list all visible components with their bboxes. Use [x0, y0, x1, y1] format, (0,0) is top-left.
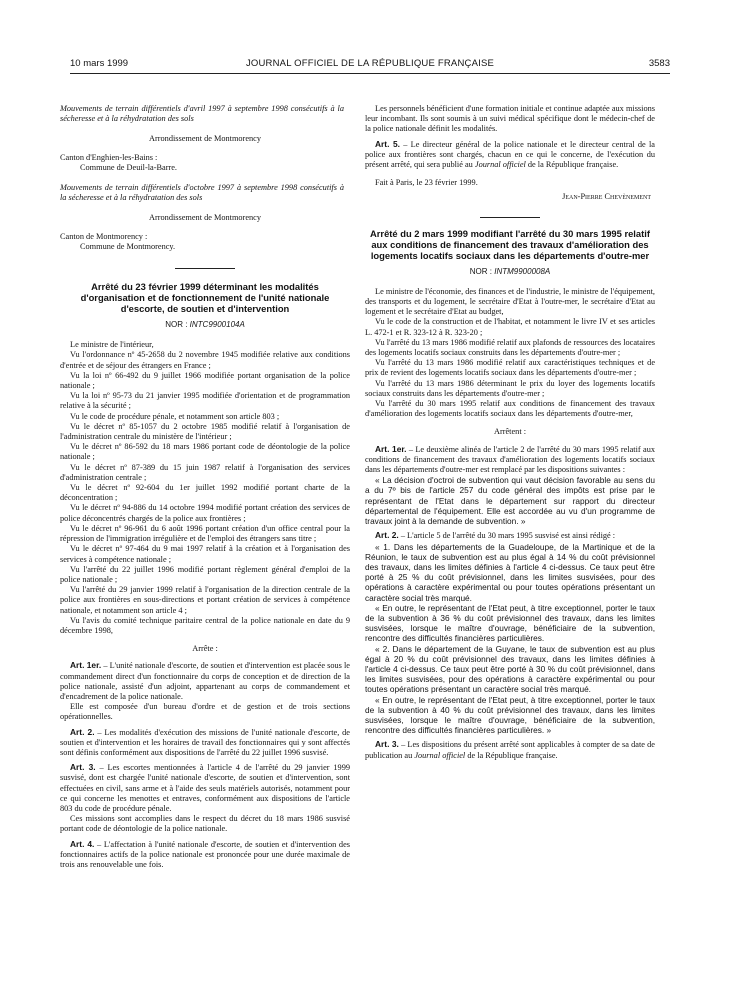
quoted-paragraph: « 1. Dans les départements de la Guadeloupe, de la Martinique et de la Réunion, le taux de subvention est au plus égal à 14 % du coût prévisionnel des travaux, dans les limites définies à l'article 4 ci-dessus. Ce taux peut être porté à 25 % du coût prévisionnel, dans les limites susvisées, pour des opérations à caractère expérimental ou pour toutes opérations présentant un caractère social très marqué.	[365, 541, 655, 603]
article-2	[60, 727, 350, 759]
article-1	[60, 660, 350, 702]
visa-paragraph: Vu le décret nº 97-464 du 9 mai 1997 relatif à la création et à l'organisation des services à compétence nationale ;	[60, 544, 350, 564]
nor-code: INTM9900008A	[494, 266, 551, 276]
article-text: – L'article 5 de l'arrêté du 30 mars 1995 susvisé est ainsi rédigé :	[398, 531, 616, 541]
canton-1: Canton d'Enghien-les-Bains :	[60, 152, 158, 162]
visa-paragraph: Vu le décret nº 92-604 du 1er juillet 1992 modifié portant charte de la déconcentration ;	[60, 483, 350, 503]
visa-paragraph: Vu le décret nº 94-886 du 14 octobre 1994 modifié portant création des services de police déconcentrés chargés de la police aux frontières ;	[60, 503, 350, 523]
ministers-intro: Le ministre de l'économie, des finances et de l'industrie, le ministre de l'équipement, des transports et du logement, le secrétaire d'Etat à l'outre-mer, le secrétaire d'Etat au logement et le secrétaire d'Etat au budget,	[365, 286, 655, 317]
page-header	[70, 58, 670, 72]
article-label: Art. 2.	[375, 530, 399, 541]
visa-paragraph: Vu le décret nº 86-592 du 18 mars 1986 portant code de déontologie de la police nationale ;	[60, 442, 350, 462]
decree-title: Arrêté du 2 mars 1999 modifiant l'arrêté du 30 mars 1995 relatif aux conditions de financement des travaux d'amélioration des logements locatifs sociaux dans les départements d'outre-mer	[370, 227, 650, 261]
nor-reference	[60, 320, 350, 330]
article-text: – Le directeur général de la police nationale et le directeur central de la police aux frontières sont chargés, chacun en ce qui le concerne, de l'exécution du présent arrêté, qui sera publié au	[365, 139, 655, 170]
visa-paragraph: Vu l'avis du comité technique paritaire central de la police nationale en date du 9 décembre 1998,	[60, 615, 350, 635]
visa-paragraph: Vu la loi nº 66-492 du 9 juillet 1966 modifiée portant organisation de la police nationale ;	[60, 370, 350, 391]
nor-label: NOR :	[469, 266, 492, 276]
visa-paragraph: Vu l'arrêté du 30 mars 1995 relatif aux conditions de financement des travaux d'amélioration des logements locatifs sociaux dans les départements d'outre-mer,	[365, 399, 655, 419]
article-label: Art. 2.	[70, 726, 95, 737]
article-text: – L'affectation à l'unité nationale d'escorte, de soutien et d'intervention des fonctionnaires actifs de la police nationale est prononcée pour une durée maximale de trois ans renouvelable une fois.	[60, 839, 350, 869]
article-text: – Les dispositions du présent arrêté sont applicables à compter de sa date de publication au	[365, 740, 655, 760]
commune-2: Commune de Montmorency.	[80, 241, 176, 251]
visa-paragraph: Vu l'arrêté du 22 juillet 1996 modifié portant règlement général d'emploi de la police nationale ;	[60, 564, 350, 584]
article-5	[365, 139, 655, 171]
article-2	[365, 530, 655, 541]
separator	[480, 217, 540, 218]
journal-title: JOURNAL OFFICIEL DE LA RÉPUBLIQUE FRANÇAISE	[245, 58, 495, 69]
quoted-paragraph: « La décision d'octroi de subvention qui vaut décision favorable au sens du a du 7º bis de l'article 257 du code général des impôts est prise par le représentant de l'Etat dans le département sur rapport du directeur départemental de l'équipement. Elle est accordée au vu d'un programme de travaux joint à la demande de subvention. »	[365, 475, 655, 527]
movement-heading-1: Mouvements de terrain différentiels d'avril 1997 à septembre 1998 consécutifs à la sécheresse et à la réhydratation des sols	[60, 104, 344, 124]
movement-heading-2: Mouvements de terrain différentiels d'octobre 1997 à septembre 1998 consécutifs à la sécheresse et à la réhydratation des sols	[60, 183, 344, 203]
article-label: Art. 1er.	[70, 660, 102, 671]
article-3	[365, 739, 655, 760]
page-number: 3583	[648, 58, 670, 69]
separator	[175, 268, 235, 269]
visa-paragraph: Vu le décret nº 96-961 du 6 août 1996 portant création d'un office central pour la répression de l'immigration irrégulière et de l'emploi des étrangers sans titre ;	[60, 523, 350, 544]
header-rule	[70, 73, 670, 74]
nor-reference	[365, 267, 655, 277]
issue-date: 10 mars 1999	[70, 58, 129, 69]
visa-paragraph: Vu le code de la construction et de l'habitat, et notamment le livre IV et ses articles L. 472-1 et R. 323-12 à R. 323-20 ;	[365, 317, 655, 337]
article-text: – L'unité nationale d'escorte, de soutien et d'intervention est placée sous le commandement direct d'un fonctionnaire du corps de conception et de direction de la police nationale, assisté d'un adjoint, appartenant au corps de commandement et d'encadrement de la police nationale.	[60, 661, 350, 701]
quoted-paragraph: « En outre, le représentant de l'Etat peut, à titre exceptionnel, porter le taux de la subvention à 40 % du coût prévisionnel des travaux, dans les limites susvisées, lorsque le maître d'ouvrage, bénéficiaire de la subvention, rencontre des difficultés financières particulières. »	[365, 694, 655, 736]
article-3-paragraph-2: Ces missions sont accomplies dans le respect du décret du 18 mars 1986 susvisé portant code de déontologie de la police nationale.	[60, 814, 350, 834]
journal-officiel-ref: Journal officiel	[414, 750, 466, 760]
arretent-heading: Arrêtent :	[493, 427, 527, 437]
decree-title: Arrêté du 23 février 1999 déterminant les modalités d'organisation et de fonctionnement de l'unité nationale d'escorte, de soutien et d'intervention	[80, 281, 330, 315]
article-text: – Le deuxième alinéa de l'article 2 de l'arrêté du 30 mars 1995 relatif aux conditions de financement des travaux d'amélioration des logements locatifs sociaux dans les départements d'outre-mer est remplacé par les dispositions suivantes :	[365, 444, 655, 475]
arrondissement-1: Arrondissement de Montmorency	[149, 134, 261, 144]
article-text-end: de la République française.	[525, 160, 619, 170]
arrondissement-2: Arrondissement de Montmorency	[149, 213, 261, 223]
article-1	[365, 444, 655, 476]
visa-paragraph: Vu le décret nº 85-1057 du 2 octobre 1985 modifié relatif à l'organisation de l'administration centrale du ministère de l'intérieur ;	[60, 421, 350, 442]
article-text: – Les escortes mentionnées à l'article 4 de l'arrêté du 29 janvier 1999 susvisé, dont est chargée l'unité nationale d'escorte, de soutien et d'intervention, sont effectuées en civil, sans arme et à l'aide des seuls matériels autorisés, notamment pour ce qui concerne les menottes et entraves, conformément aux dispositions de l'article 803 du code de procédure pénale.	[60, 763, 350, 813]
article-4	[60, 839, 350, 871]
visa-paragraph: Vu l'arrêté du 29 janvier 1999 relatif à l'organisation de la direction centrale de la police aux frontières en sous-directions et portant création de services à compétence nationale, et notamment son article 4 ;	[60, 585, 350, 615]
minister-line: Le ministre de l'intérieur,	[70, 340, 154, 350]
article-label: Art. 5.	[375, 138, 400, 149]
visa-paragraph: Vu l'ordonnance nº 45-2658 du 2 novembre 1945 modifiée relative aux conditions d'entrée et de séjour des étrangers en France ;	[60, 350, 350, 370]
article-text: – Les modalités d'exécution des missions de l'unité nationale d'escorte, de soutien et d'intervention et les horaires de travail des fonctionnaires qui y sont affectés sont définis conformément aux dispositions de l'arrêté du 22 juillet 1996 susvisé.	[60, 727, 350, 757]
commune-1: Commune de Deuil-la-Barre.	[80, 162, 177, 172]
article-text-end: de la République française.	[465, 750, 558, 760]
nor-code: INTC9900104A	[189, 320, 245, 330]
visa-paragraph: Vu le code de procédure pénale, et notamment son article 803 ;	[70, 411, 280, 421]
article-label: Art. 1er.	[375, 443, 407, 454]
signature: Jean-Pierre Chevènement	[562, 192, 651, 202]
quoted-paragraph: « 2. Dans le département de la Guyane, le taux de subvention est au plus égal à 20 % du coût prévisionnel des travaux, dans les limites définies à l'article 4 ci-dessus. Ce taux peut être porté à 30 % du coût prévisionnel, dans les limites susvisées, pour des opérations à caractère expérimental ou pour toutes opérations présentant un caractère social très marqué.	[365, 643, 655, 695]
article-label: Art. 4.	[70, 838, 95, 849]
right-column	[365, 104, 655, 761]
journal-officiel-ref: Journal officiel	[474, 160, 526, 170]
article-label: Art. 3.	[70, 762, 96, 773]
article-label: Art. 3.	[375, 739, 399, 750]
article-3	[60, 762, 350, 814]
visa-paragraph: Vu l'arrêté du 13 mars 1986 modifié relatif aux plafonds de ressources des locataires des logements locatifs sociaux construits dans les départements d'outre-mer ;	[365, 337, 655, 358]
visa-paragraph: Vu le décret nº 87-389 du 15 juin 1987 relatif à l'organisation des services d'administration centrale ;	[60, 462, 350, 482]
visa-paragraph: Vu la loi nº 95-73 du 21 janvier 1995 modifiée d'orientation et de programmation relative à la sécurité ;	[60, 391, 350, 411]
continuation-paragraph: Les personnels bénéficient d'une formation initiale et continue adaptée aux missions leur incombant. Ils sont soumis à un suivi médical spécifique dont le médecin-chef de la police nationale définit les modalités.	[365, 104, 655, 134]
visa-paragraph: Vu l'arrêté du 13 mars 1986 déterminant le prix du loyer des logements locatifs sociaux construits dans les départements d'outre-mer ;	[365, 378, 655, 398]
left-column	[60, 104, 350, 870]
visa-paragraph: Vu l'arrêté du 13 mars 1986 modifié relatif aux caractéristiques techniques et de prix de revient des logements locatifs sociaux dans les départements d'outre-mer ;	[365, 358, 655, 378]
canton-2: Canton de Montmorency :	[60, 231, 148, 241]
fait-line: Fait à Paris, le 23 février 1999.	[375, 178, 478, 188]
arrete-heading: Arrête :	[192, 644, 218, 654]
article-1-paragraph-2: Elle est composée d'un bureau d'ordre et de gestion et de trois sections opérationnelles.	[60, 702, 350, 722]
quoted-paragraph: « En outre, le représentant de l'Etat peut, à titre exceptionnel, porter le taux de la subvention à 36 % du coût prévisionnel des travaux, dans les limites susvisées, lorsque le maître d'ouvrage, bénéficiaire de la subvention, rencontre des difficultés financières particulières.	[365, 602, 655, 644]
nor-label: NOR :	[165, 320, 188, 330]
